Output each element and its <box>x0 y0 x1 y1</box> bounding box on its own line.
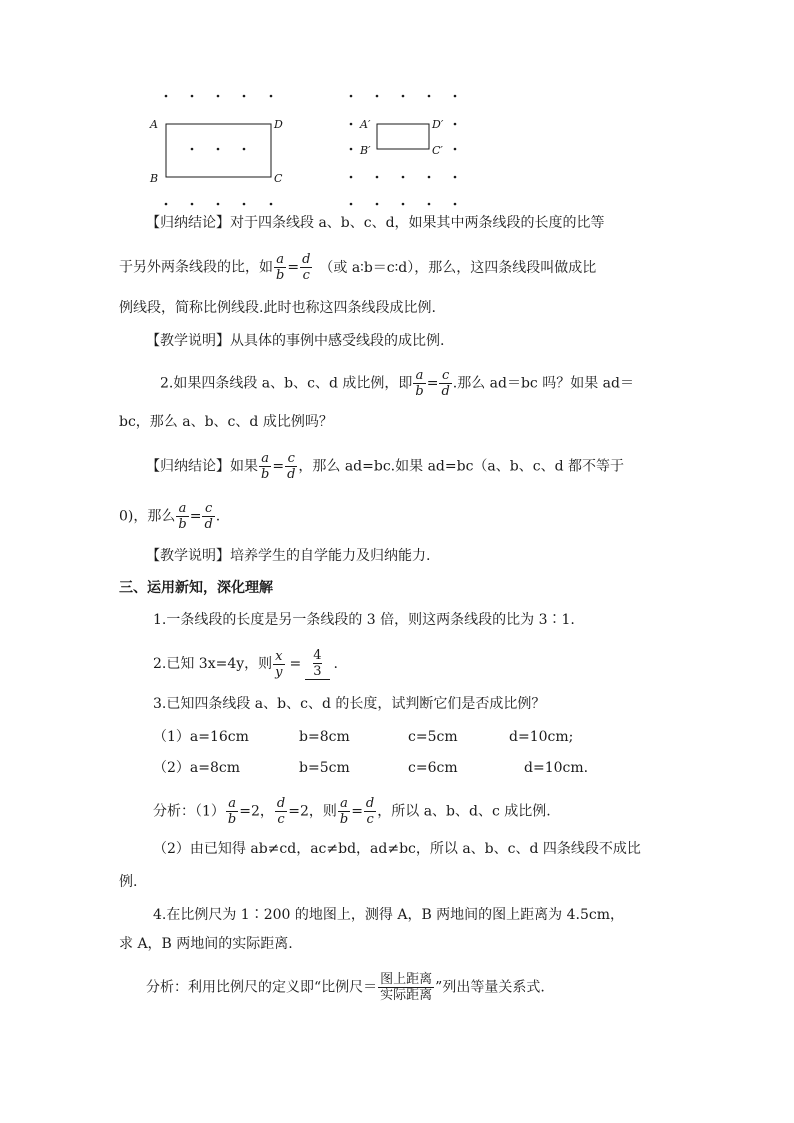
q3-row2-b: b=5cm <box>299 760 350 776</box>
p1-line2-b: （或 a∶b＝c∶d），那么，这四条线段叫做成比 <box>319 259 597 276</box>
q3-row1-b: b=8cm <box>299 729 350 745</box>
p1-line2 <box>119 252 596 283</box>
left-dot-grid <box>165 95 273 206</box>
q3-row1-a: （1）a=16cm <box>153 729 249 745</box>
fraction-a-over-b: $\frac{a}{b}$ <box>227 796 237 827</box>
p4-line1-a: 【归纳结论】如果 <box>146 458 258 475</box>
p4-line2 <box>119 501 220 532</box>
q3-row2-a: （2）a=8cm <box>153 760 241 776</box>
p2-line1: 【教学说明】从具体的事例中感受线段的成比例. <box>146 333 445 349</box>
q3-row1-d: d=10cm; <box>509 729 574 745</box>
rectangle-a1b1c1d1 <box>377 124 429 149</box>
p1-line2-a: 于另外两条线段的比，如 <box>119 259 273 276</box>
q3-analysis-a: 分析：（1） <box>153 803 225 820</box>
p5-line1: 【教学说明】培养学生的自学能力及归纳能力. <box>146 548 431 564</box>
label-d-prime: D′ <box>432 118 444 131</box>
equals-sign: = <box>351 803 363 820</box>
p4-line1-b: ，那么 ad=bc.如果 ad=bc（a、b、c、d 都不等于 <box>298 458 624 475</box>
fraction-d-over-c: $\frac{d}{c}$ <box>302 252 311 283</box>
label-d: D <box>274 118 283 131</box>
q3-text: 3.已知四条线段 a、b、c、d 的长度，试判断它们是否成比例？ <box>153 696 546 712</box>
q3-row1-c: c=5cm <box>408 729 458 745</box>
p1-line3: 例线段，简称比例线段.此时也称这四条线段成比例. <box>119 300 436 316</box>
q3-analysis-1 <box>153 796 551 827</box>
q3-row2-c: c=6cm <box>408 760 458 776</box>
q2-text-b: . <box>333 656 338 672</box>
q4-line1: 4.在比例尺为 1∶200 的地图上，测得 A，B 两地间的图上距离为 4.5cm， <box>153 907 625 923</box>
q3-analysis-v2: =2，则 <box>288 803 337 820</box>
q1-text: 1.一条线段的长度是另一条线段的 3 倍，则这两条线段的比为 3∶1. <box>153 612 575 628</box>
label-b-prime: B′ <box>360 144 371 157</box>
fraction-c-over-d: $\frac{c}{d}$ <box>441 368 450 399</box>
rectangle-abcd <box>166 124 271 177</box>
q2-text-a: 2.已知 3x=4y，则 <box>153 656 273 672</box>
p4-line2-b: . <box>215 508 221 525</box>
p3-line1-a: 2.如果四条线段 a、b、c、d 成比例，即 <box>160 375 413 392</box>
q2-answer-blank: $\frac{4}{3}$ <box>305 648 329 680</box>
fraction-d-over-c: $\frac{d}{c}$ <box>276 796 286 827</box>
q3-analysis-b: ，所以 a、b、d、c 成比例. <box>377 803 551 820</box>
fraction-a-over-b: $\frac{a}{b}$ <box>276 252 285 283</box>
equals-sign: = <box>287 259 300 276</box>
fraction-d-over-c: $\frac{d}{c}$ <box>365 796 375 827</box>
dot-grid-figure <box>140 86 480 210</box>
label-a: A <box>150 118 158 131</box>
q2-line <box>153 648 338 680</box>
fraction-map-over-actual: $\frac{\text{图上距离}}{\text{实际距离}}$ <box>380 972 433 1003</box>
p3-line2: bc，那么 a、b、c、d 成比例吗？ <box>119 414 333 430</box>
q3-analysis-v1: =2， <box>239 803 274 820</box>
label-c: C <box>274 172 283 185</box>
fraction-a-over-b: $\frac{a}{b}$ <box>261 451 270 482</box>
q4-analysis <box>146 972 545 1003</box>
fraction-a-over-b: $\frac{a}{b}$ <box>178 501 187 532</box>
p3-line1 <box>160 368 634 399</box>
fraction-a-over-b: $\frac{a}{b}$ <box>415 368 424 399</box>
label-b: B <box>150 172 159 185</box>
equals-sign: = <box>189 508 202 525</box>
p4-line1 <box>146 451 624 482</box>
q4-line2: 求 A，B 两地间的实际距离. <box>119 936 293 952</box>
label-a-prime: A′ <box>360 118 371 131</box>
q4-analysis-a: 分析：利用比例尺的定义即“比例尺＝ <box>146 979 378 996</box>
equals-sign: = <box>289 656 302 672</box>
q3-analysis-2-line1: （2）由已知得 ab≠cd，ac≠bd，ad≠bc，所以 a、b、c、d 四条线段不成比 <box>153 841 641 857</box>
label-c-prime: C′ <box>432 144 443 157</box>
section-3-heading: 三、运用新知，深化理解 <box>119 580 273 596</box>
fraction-c-over-d: $\frac{c}{d}$ <box>287 451 296 482</box>
fraction-x-over-y: $\frac{x}{y}$ <box>275 648 283 680</box>
fraction-a-over-b: $\frac{a}{b}$ <box>339 796 349 827</box>
q3-row2-d: d=10cm. <box>524 760 589 776</box>
q4-analysis-b: ”列出等量关系式. <box>435 979 545 996</box>
fraction-c-over-d: $\frac{c}{d}$ <box>204 501 213 532</box>
p3-line1-b: .那么 ad＝bc 吗？如果 ad＝ <box>452 375 634 392</box>
equals-sign: = <box>272 458 285 475</box>
p4-line2-a: 0)，那么 <box>119 508 176 525</box>
equals-sign: = <box>426 375 439 392</box>
q3-analysis-2-line2: 例. <box>119 874 138 890</box>
p1-line1: 【归纳结论】对于四条线段 a、b、c、d，如果其中两条线段的长度的比等 <box>146 215 605 231</box>
